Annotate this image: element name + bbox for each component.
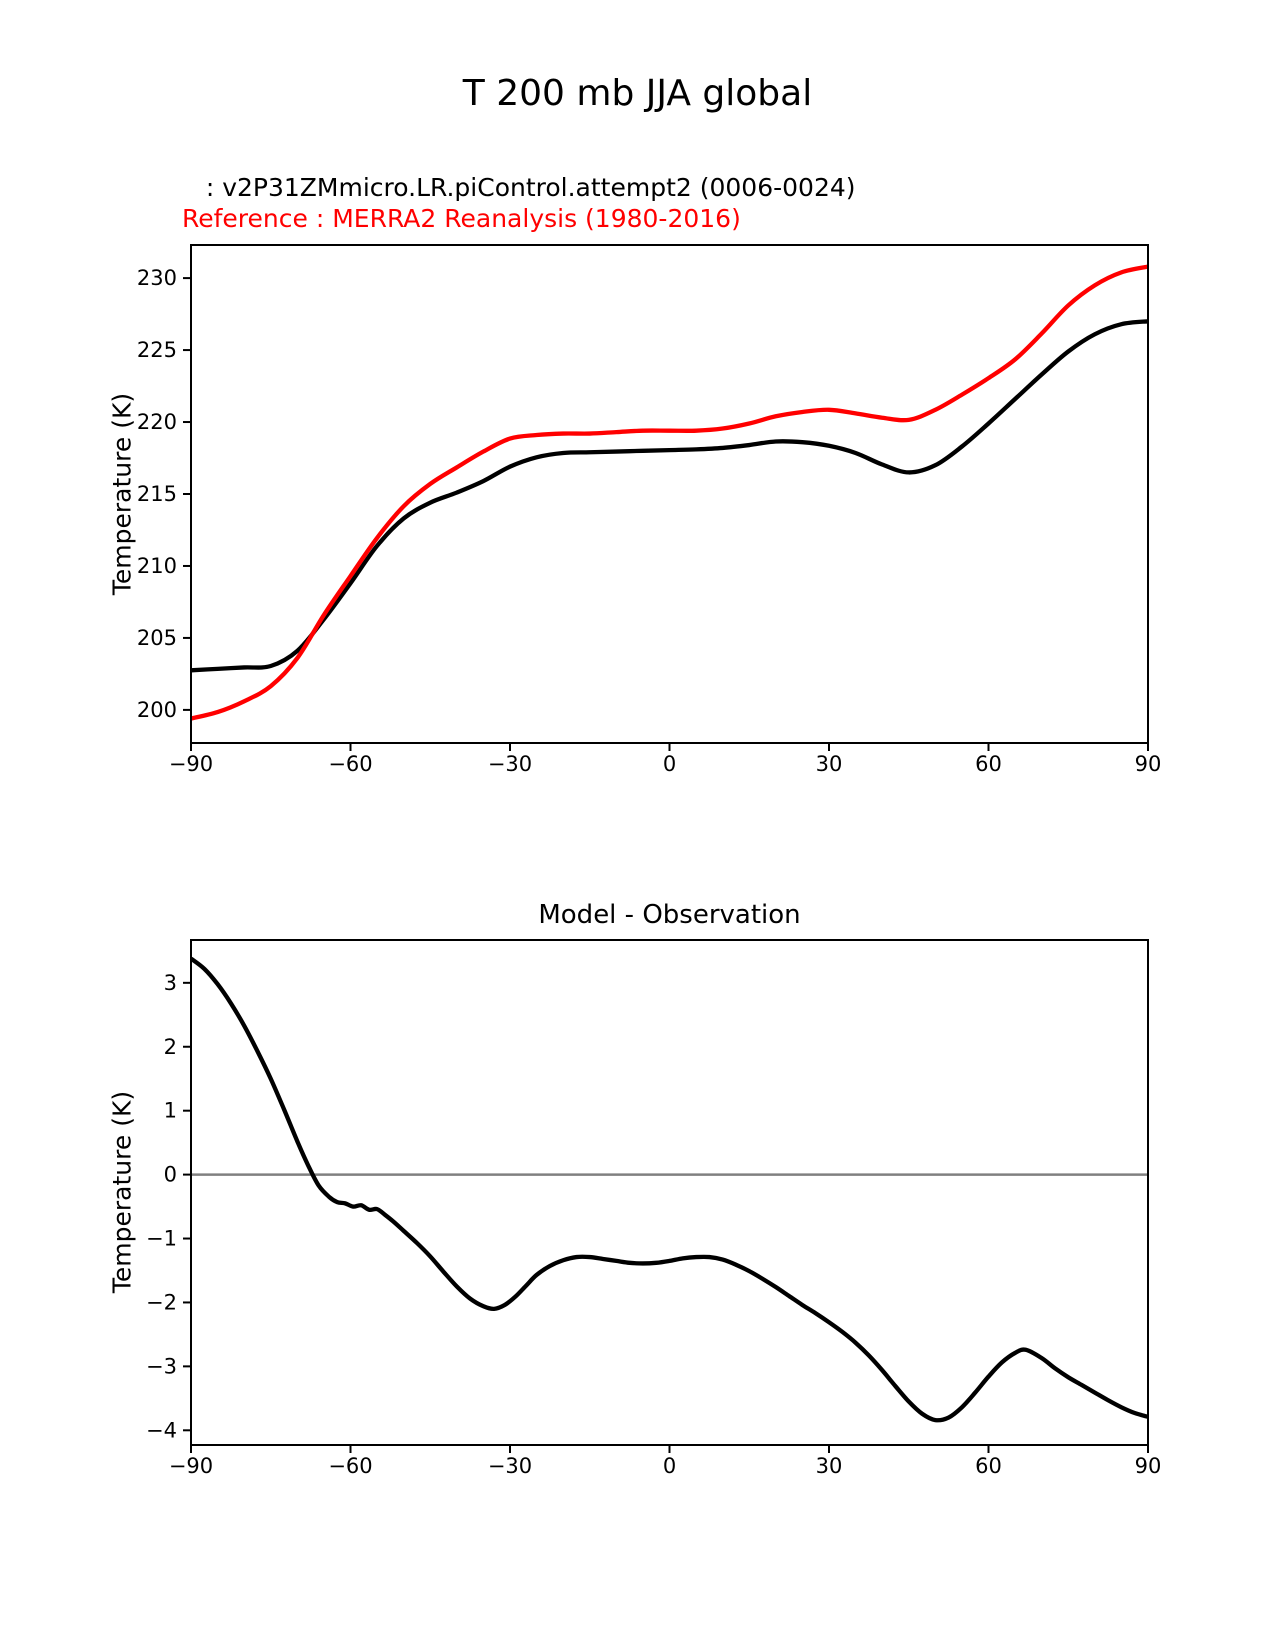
y-tick-label: 220 bbox=[136, 410, 177, 435]
x-tick-label: 60 bbox=[975, 1454, 1002, 1478]
x-tick-label: 0 bbox=[662, 752, 677, 776]
x-tick-label: 60 bbox=[975, 752, 1002, 776]
x-tick-label: −60 bbox=[328, 1454, 373, 1478]
difference-line bbox=[191, 959, 1148, 1421]
reference-label: Reference : MERRA2 Reanalysis (1980-2016) bbox=[182, 204, 741, 233]
y-tick-label: 200 bbox=[136, 697, 177, 722]
y-tick-label: 230 bbox=[136, 266, 177, 291]
y-tick-label: −2 bbox=[146, 1290, 177, 1315]
x-tick-label: −90 bbox=[168, 752, 214, 776]
x-tick-label: 90 bbox=[1134, 752, 1162, 776]
x-tick-label: 30 bbox=[815, 752, 843, 776]
x-tick-label: −60 bbox=[328, 752, 373, 776]
x-tick-label: 90 bbox=[1134, 1454, 1162, 1478]
y-tick-label: 225 bbox=[136, 338, 177, 363]
y-tick-label: 210 bbox=[136, 553, 177, 578]
y-tick-label: 215 bbox=[136, 482, 177, 506]
figure-title: T 200 mb JJA global bbox=[462, 73, 813, 114]
difference-chart-title: Model - Observation bbox=[538, 900, 801, 930]
model-line bbox=[191, 321, 1148, 670]
difference-chart bbox=[146, 940, 1161, 1478]
plot-frame bbox=[191, 940, 1148, 1445]
x-tick-label: −90 bbox=[168, 1454, 214, 1478]
y-tick-label: 3 bbox=[163, 970, 177, 995]
y-tick-label: 205 bbox=[136, 625, 177, 650]
x-tick-label: 30 bbox=[815, 1454, 843, 1478]
y-tick-label: 2 bbox=[163, 1034, 177, 1059]
y-tick-label: 1 bbox=[163, 1098, 177, 1123]
x-tick-label: 0 bbox=[662, 1454, 677, 1478]
bottom-y-axis-label: Temperature (K) bbox=[107, 1090, 137, 1294]
y-tick-label: −3 bbox=[146, 1354, 177, 1379]
y-tick-label: 0 bbox=[163, 1162, 177, 1187]
top-y-axis-label: Temperature (K) bbox=[107, 392, 137, 596]
y-tick-label: −4 bbox=[146, 1418, 177, 1443]
y-tick-label: −1 bbox=[146, 1226, 177, 1251]
model-run-label: : v2P31ZMmicro.LR.piControl.attempt2 (0006-0024) bbox=[182, 173, 856, 202]
plot-frame bbox=[191, 245, 1148, 743]
temperature-chart bbox=[137, 245, 1161, 776]
x-tick-label: −30 bbox=[487, 1454, 533, 1478]
x-tick-label: −30 bbox=[487, 752, 533, 776]
reference-line bbox=[191, 267, 1148, 719]
